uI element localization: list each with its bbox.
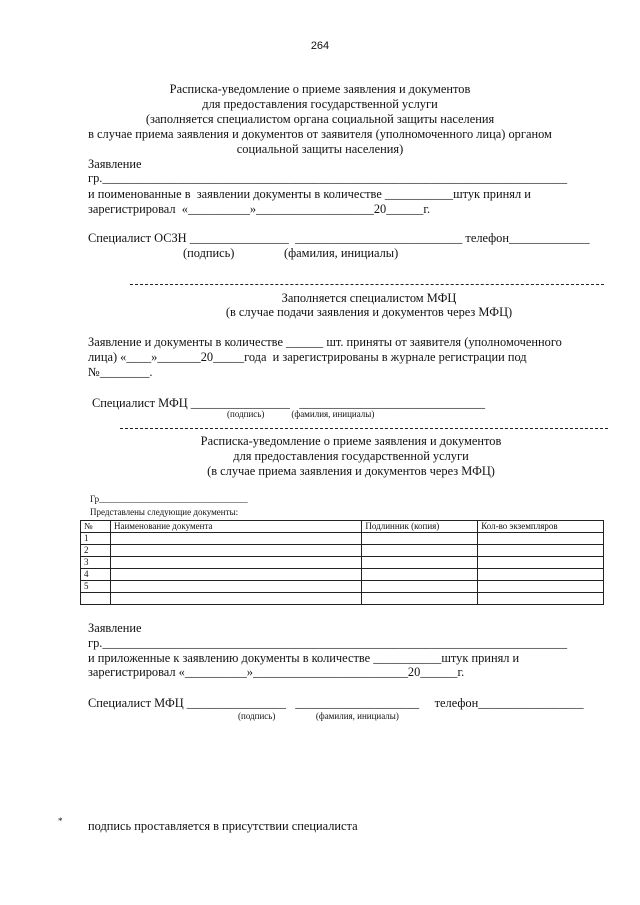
title-line: для предоставления государственной услуги <box>202 97 438 111</box>
signature-labels: (подпись) (фамилия, инициалы) <box>238 711 399 721</box>
title-line: Расписка-уведомление о приеме заявления и документов <box>200 434 502 448</box>
document-name-cell <box>110 593 361 605</box>
document-name-cell <box>110 545 361 557</box>
signature-labels: (подпись) (фамилия, инициалы) <box>183 246 399 260</box>
title-line: (заполняется специалистом органа социальной защиты населения <box>145 112 495 126</box>
footnote-text: подпись проставляется в присутствии специалиста <box>88 819 358 833</box>
row-number-cell: 4 <box>81 569 111 581</box>
document-name-cell <box>110 569 361 581</box>
original-copy-cell <box>362 557 478 569</box>
original-copy-cell <box>362 569 478 581</box>
table-row <box>81 545 604 557</box>
document-name-cell <box>110 533 361 545</box>
row-number-cell: 3 <box>81 557 111 569</box>
original-copy-cell <box>362 545 478 557</box>
section2-heading: Заполняется специалистом МФЦ <box>281 291 457 305</box>
documents-caption: Представлены следующие документы: <box>90 507 239 517</box>
section2-subheading: (в случае подачи заявления и документов через МФЦ) <box>225 305 513 319</box>
header-cell-name: Наименование документа <box>110 521 361 533</box>
copies-count-cell <box>478 569 604 581</box>
page-number: 264 <box>310 40 330 52</box>
footnote-mark: * <box>58 816 63 826</box>
title-line: (в случае приема заявления и документов через МФЦ) <box>207 464 495 478</box>
body-line: и поименованные в заявлении документы в количестве ___________штук принял и <box>88 187 531 201</box>
original-copy-cell <box>362 581 478 593</box>
document-name-cell <box>110 581 361 593</box>
registration-line: зарегистрировал «__________»_________________________20______г. <box>88 665 465 679</box>
table-header-row <box>81 521 604 533</box>
documents-table <box>80 520 604 605</box>
title-line: для предоставления государственной услуги <box>233 449 469 463</box>
body-line: лица) «____»_______20_____года и зарегистрированы в журнале регистрации под <box>88 350 527 364</box>
row-number-cell: 5 <box>81 581 111 593</box>
copies-count-cell <box>478 581 604 593</box>
journal-number-line: №________. <box>88 365 153 379</box>
row-number-cell: 1 <box>81 533 111 545</box>
document-name-cell <box>110 557 361 569</box>
original-copy-cell <box>362 593 478 605</box>
body-line: и приложенные к заявлению документы в количестве ___________штук принял и <box>88 651 520 665</box>
row-number-cell: 2 <box>81 545 111 557</box>
table-row <box>81 569 604 581</box>
specialist-line: Специалист МФЦ ________________ ______________________________ <box>92 396 486 410</box>
copies-count-cell <box>478 533 604 545</box>
copies-count-cell <box>478 593 604 605</box>
applicant-line: гр.___________________________________________________________________________ <box>88 171 568 185</box>
specialist-line: Специалист МФЦ ________________ ____________________ телефон_________________ <box>88 696 584 710</box>
header-cell-copies: Кол-во экземпляров <box>478 521 604 533</box>
title-line: в случае приема заявления и документов от заявителя (уполномоченного лица) органом <box>88 127 552 141</box>
registration-line: зарегистрировал «__________»___________________20______г. <box>88 202 431 216</box>
applicant-line: гр.___________________________________________________________________________ <box>88 636 568 650</box>
cut-separator <box>120 428 608 429</box>
copies-count-cell <box>478 545 604 557</box>
table-row <box>81 557 604 569</box>
table-row <box>81 593 604 605</box>
copies-count-cell <box>478 557 604 569</box>
specialist-line: Специалист ОСЗН ________________ ___________________________ телефон_____________ <box>88 231 590 245</box>
header-cell-original: Подлинник (копия) <box>362 521 478 533</box>
statement-label: Заявление <box>88 621 142 635</box>
header-cell-number: № <box>81 521 111 533</box>
table-row <box>81 581 604 593</box>
signature-labels: (подпись) (фамилия, инициалы) <box>227 409 375 419</box>
body-line: Заявление и документы в количестве ______ шт. приняты от заявителя (уполномоченного <box>88 335 562 349</box>
original-copy-cell <box>362 533 478 545</box>
row-number-cell <box>81 593 111 605</box>
table-row <box>81 533 604 545</box>
title-line: Расписка-уведомление о приеме заявления и документов <box>169 82 471 96</box>
title-line: социальной защиты населения) <box>236 142 404 156</box>
applicant-line: Гр_________________________________ <box>90 494 248 504</box>
statement-label: Заявление <box>88 157 142 171</box>
cut-separator <box>130 284 604 285</box>
